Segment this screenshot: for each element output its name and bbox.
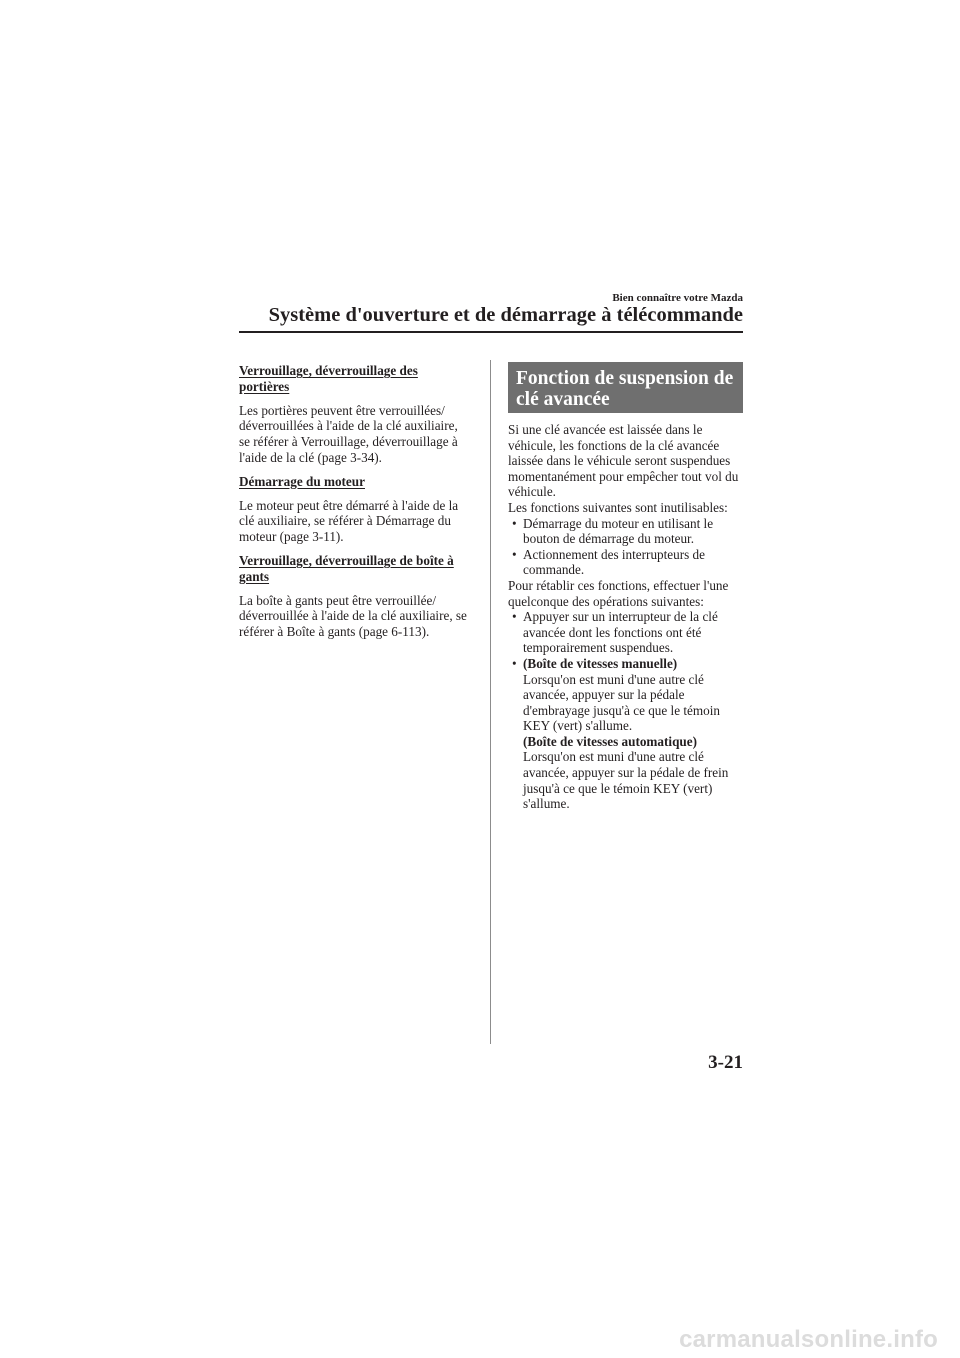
header-rule	[239, 331, 743, 333]
list2-intro: Pour rétablir ces fonctions, effectuer l'une quelconque des opérations suivantes:	[508, 577, 729, 609]
block-door-locking	[239, 363, 471, 466]
section-title: Système d'ouverture et de démarrage à télécommande	[268, 304, 743, 326]
list-item: • Appuyer sur un interrupteur de la clé avancée dont les fonctions ont été temporairement suspendues.	[508, 609, 743, 656]
list1-intro: Les fonctions suivantes sont inutilisables:	[508, 499, 728, 515]
automatic-transmission-text: Lorsqu'on est muni d'une autre clé avancée, appuyer sur la pédale de frein jusqu'à ce que le témoin KEY (vert) s'allume.	[523, 749, 729, 812]
list-item: • Démarrage du moteur en utilisant le bouton de démarrage du moteur.	[508, 516, 743, 547]
list-item-transmission	[508, 656, 743, 812]
left-column	[239, 363, 471, 648]
page-number: 3-21	[708, 1052, 743, 1073]
block-glove-box	[239, 553, 471, 640]
automatic-transmission-label: (Boîte de vitesses automatique)	[523, 733, 697, 749]
right-column	[508, 362, 743, 812]
manual-transmission-label: • (Boîte de vitesses manuelle)	[523, 655, 678, 671]
subheading-engine-start: Démarrage du moteur	[239, 473, 365, 489]
intro-paragraph: Si une clé avancée est laissée dans le véhicule, les fonctions de la clé avancée laissée dans le véhicule seront suspendues momentanément pour empêcher tout vol du véhicule.	[508, 422, 739, 500]
column-divider	[490, 360, 491, 1044]
subheading-door-locking: Verrouillage, déverrouillage des portières	[239, 363, 418, 394]
subheading-glove-box: Verrouillage, déverrouillage de boîte à gants	[239, 552, 454, 584]
watermark: carmanualsonline.info	[679, 1326, 938, 1353]
restore-operations-list	[508, 609, 743, 812]
paragraph-engine-start: Le moteur peut être démarré à l'aide de la clé auxiliaire, se référer à Démarrage du moteur (page 3-11).	[239, 497, 459, 545]
section-banner: Fonction de suspension de clé avancée	[508, 362, 743, 413]
list-item: • Actionnement des interrupteurs de commande.	[508, 547, 743, 578]
manual-transmission-text: Lorsqu'on est muni d'une autre clé avancée, appuyer sur la pédale d'embrayage jusqu'à ce que le témoin KEY (vert) s'allume.	[523, 671, 720, 734]
paragraph-glove-box: La boîte à gants peut être verrouillée/ déverrouillée à l'aide de la clé auxiliaire, se référer à Boîte à gants (page 6-113).	[239, 592, 467, 640]
paragraph-door-locking: Les portières peuvent être verrouillées/ déverrouillées à l'aide de la clé auxiliaire, se référer à Verrouillage, déverrouillage à l'aide de la clé (page 3-34).	[239, 402, 458, 465]
block-engine-start	[239, 474, 471, 545]
disabled-functions-list	[508, 516, 743, 578]
chapter-label: Bien connaître votre Mazda	[612, 292, 743, 304]
